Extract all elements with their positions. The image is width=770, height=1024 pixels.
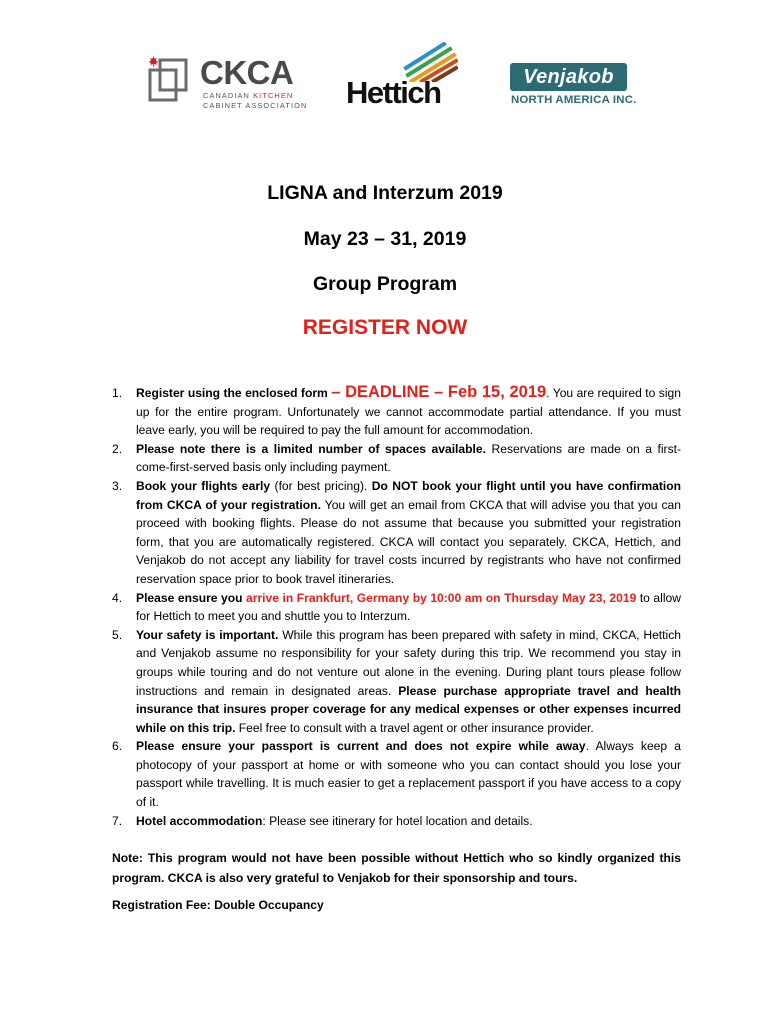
registration-fee-label: Registration Fee: Double Occupancy [112,898,324,912]
note-paragraph: Note: This program would not have been possible without Hettich who so kindly organized this program. CKCA is also very grateful to Venjakob for their sponsorship and tours. [112,851,681,885]
list-item: 6. Please ensure your passport is current and does not expire while away. Always keep a photocopy of your passport at home or with someone who you can contact should you lose your passport while travelling. It is much easier to get a replacement passport if you have access to a copy of it. [112,739,681,810]
ckca-tagline-2: CABINET ASSOCIATION [203,101,308,110]
document-title: LIGNA and Interzum 2019 [267,182,503,204]
hettich-logo [344,42,460,118]
list-item: 5. Your safety is important. While this program has been prepared with safety in mind, CKCA, Hettich and Venjakob assume no responsibility for your safety during this trip. We recommend you stay in groups while touring and do not venture out alone in the evening. During plant tours please follow instructions and remain in designated areas. Please purchase appropriate travel and health insurance that insures proper coverage for any medical expenses or other expenses incurred while on this trip. Feel free to consult with a travel agent or other insurance provider. [112,627,681,735]
ckca-logo [148,56,308,114]
venjakob-logo-sub: NORTH AMERICA INC. [511,94,637,106]
arrival-text: arrive in Frankfurt, Germany by 10:00 am on Thursday May 23, 2019 [246,590,637,605]
event-dates: May 23 – 31, 2019 [303,228,467,250]
ckca-tagline-1: CANADIAN KITCHEN [203,91,294,100]
list-item: 1. Register using the enclosed form – DEADLINE – Feb 15, 2019. You are required to sign up for the entire program. Unfortunately we cannot accommodate partial attendance. If you must leave early, you will be required to pay the full amount for accommodation. [112,383,681,438]
list-item: 7. Hotel accommodation: Please see itinerary for hotel location and details. [112,813,533,828]
venjakob-logo [508,63,637,115]
maple-leaf-icon [148,56,159,67]
hettich-logo-name: Hettich [346,75,441,110]
program-heading: Group Program [312,273,458,295]
venjakob-logo-name: Venjakob [510,63,627,91]
list-item: 3. Book your flights early (for best pricing). Do NOT book your flight until you have confirmation from CKCA of your registration. You will get an email from CKCA that will advise you that you can proceed with booking flights. Please do not assume that because you submitted your registration form, that you are automatically registered. CKCA will contact you separately. CKCA, Hettich, and Venjakob do not accept any liability for travel costs incurred by registrants who have not confirmed reservation space prior to book travel itineraries. [112,478,682,586]
instructions-list [112,384,681,830]
deadline-text: – DEADLINE – Feb 15, 2019 [331,383,547,401]
ckca-logo-name: CKCA [200,54,294,91]
list-item: 2. Please note there is a limited number of spaces available. Reservations are made on a first-come-first-served basis only including payment. [112,441,681,475]
register-now-heading: REGISTER NOW [302,316,468,339]
list-item: 4. Please ensure you arrive in Frankfurt, Germany by 10:00 am on Thursday May 23, 2019 to allow for Hettich to meet you and shuttle you to Interzum. [112,590,681,624]
